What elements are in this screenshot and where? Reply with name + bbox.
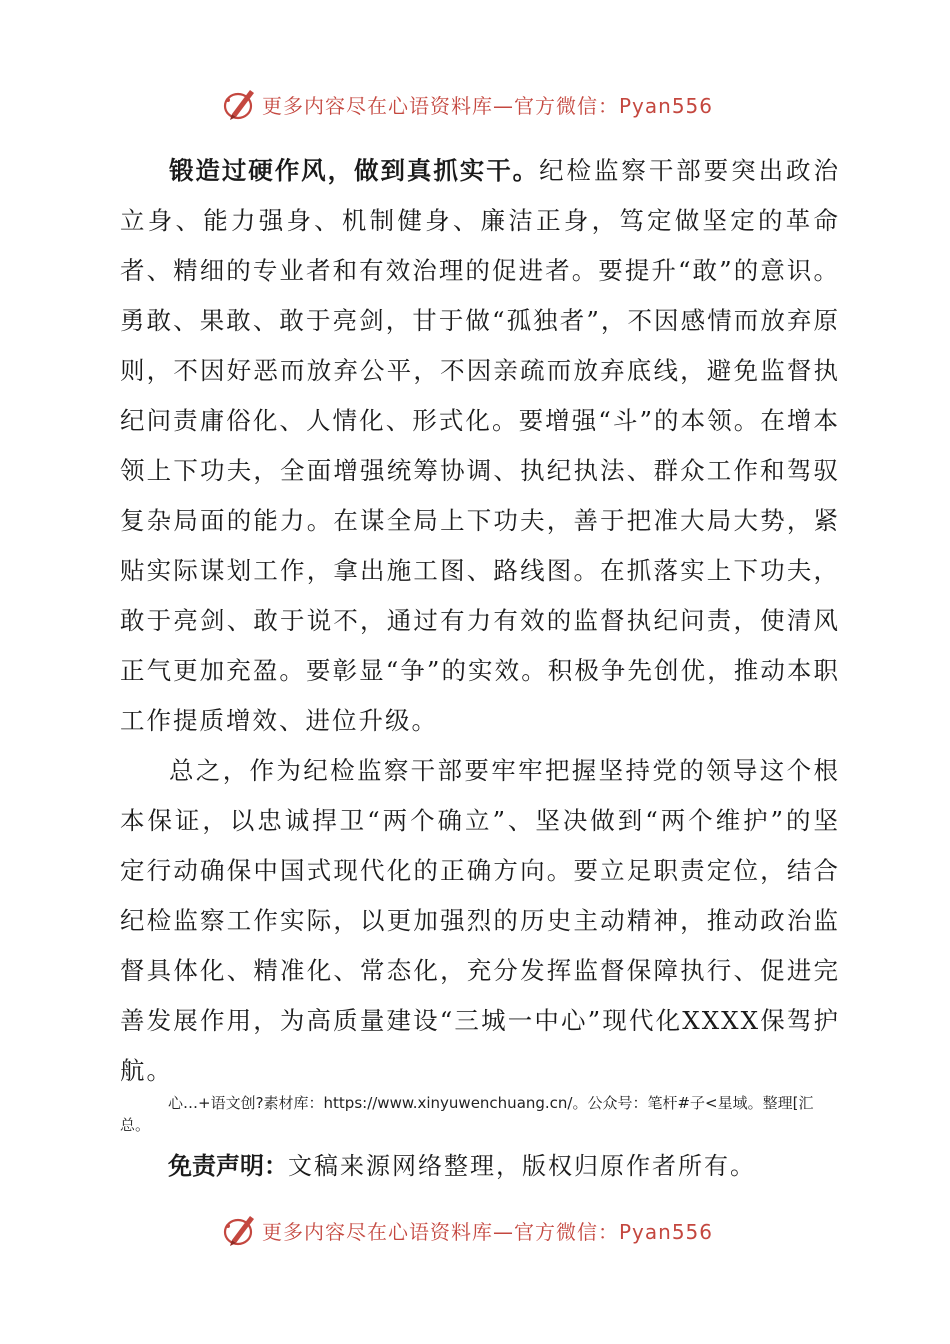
source-note-text: 心…+语文创?素材库：https://www.xinyuwenchuang.cn/。公众号：笔杆#子<星域。整理[汇总。: [120, 1094, 814, 1134]
paragraph-text: 总之，作为纪检监察干部要牢牢把握坚持党的领导这个根本保证，以忠诚捍卫“两个确立”、坚决做到“两个维护”的坚定行动确保中国式现代化的正确方向。要立足职责定位，结合纪检监察工作实际，以更加强烈的历史主动精神，推动政治监督具体化、精准化、常态化，充分发挥监督保障执行、促进完善发展作用，为高质量建设“三城一中心”现代化XXXX保驾护航。: [120, 756, 840, 1085]
header-banner: [0, 82, 950, 126]
paragraph-2: [120, 746, 840, 1096]
paragraph-lead: 锻造过硬作风，做到真抓实干。: [169, 156, 540, 185]
pen-nib-logo-icon: [222, 1210, 258, 1250]
banner-text: 更多内容尽在心语资料库—官方微信：Pyan556: [262, 1220, 714, 1244]
disclaimer: [168, 1146, 756, 1181]
paragraph-1: [120, 146, 840, 746]
banner-text: 更多内容尽在心语资料库—官方微信：Pyan556: [262, 94, 714, 118]
source-note: [120, 1092, 832, 1136]
footer-banner: [0, 1208, 950, 1252]
paragraph-text: 纪检监察干部要突出政治立身、能力强身、机制健身、廉洁正身，笃定做坚定的革命者、精细的专业者和有效治理的促进者。要提升“敢”的意识。勇敢、果敢、敢于亮剑，甘于做“孤独者”，不因感情而放弃原则，不因好恶而放弃公平，不因亲疏而放弃底线，避免监督执纪问责庸俗化、人情化、形式化。要增强“斗”的本领。在增本领上下功夫，全面增强统筹协调、执纪执法、群众工作和驾驭复杂局面的能力。在谋全局上下功夫，善于把准大局大势，紧贴实际谋划工作，拿出施工图、路线图。在抓落实上下功夫，敢于亮剑、敢于说不，通过有力有效的监督执纪问责，使清风正气更加充盈。要彰显“争”的实效。积极争先创优，推动本职工作提质增效、进位升级。: [120, 156, 840, 735]
disclaimer-text: 文稿来源网络整理，版权归原作者所有。: [288, 1152, 756, 1180]
disclaimer-label: 免责声明：: [168, 1152, 288, 1180]
pen-nib-logo-icon: [222, 84, 258, 124]
document-body: [120, 146, 840, 1096]
